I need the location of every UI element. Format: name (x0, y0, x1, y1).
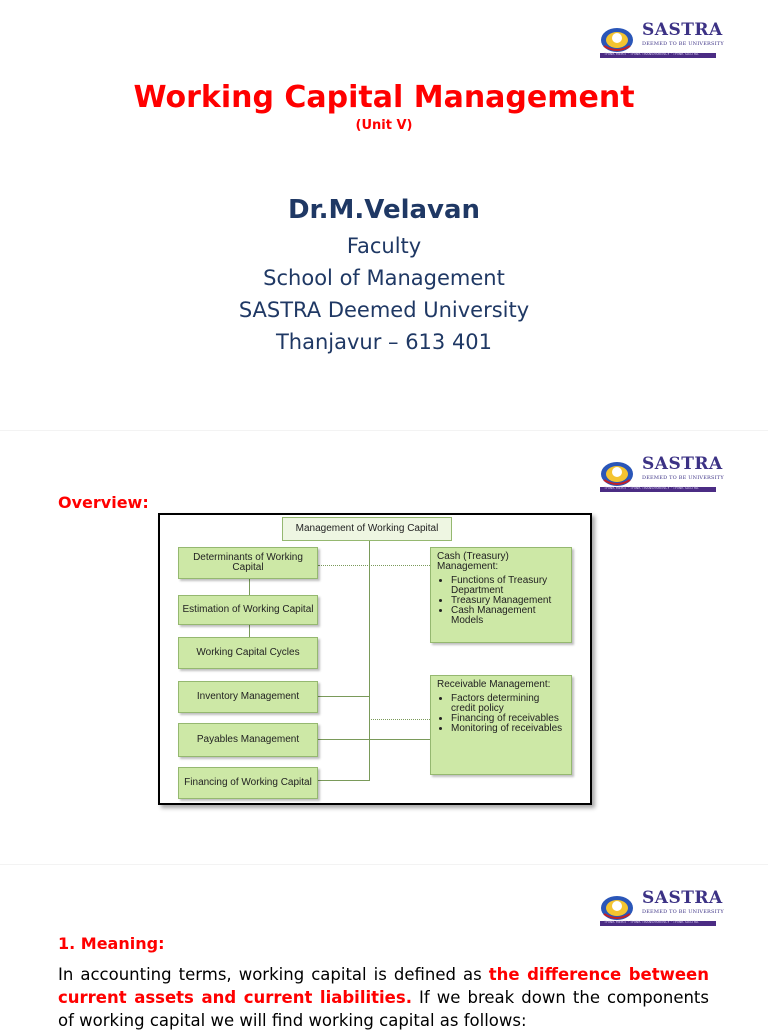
logo-motto: THINK MERIT · THINK TRANSPARENCY · THINK SASTRA (604, 52, 699, 56)
logo-motto: THINK MERIT · THINK TRANSPARENCY · THINK SASTRA (604, 920, 699, 924)
overview-slide (0, 430, 768, 865)
working-capital-diagram (158, 513, 592, 805)
diagram-left-box: Financing of Working Capital (178, 767, 318, 799)
list-item: • Financing of receivables (451, 714, 565, 724)
list-item: • Monitoring of receivables (451, 724, 565, 734)
meaning-slide (0, 864, 768, 1030)
list-item: • Cash Management Models (451, 606, 565, 626)
diagram-left-box: Determinants of Working Capital (178, 547, 318, 579)
logo-tagline: DEEMED TO BE UNIVERSITY (642, 909, 724, 915)
sastra-emblem-icon (600, 892, 634, 922)
trunk-line (369, 541, 370, 781)
logo-motto: THINK MERIT · THINK TRANSPARENCY · THINK SASTRA (604, 486, 699, 490)
diagram-left-box: Payables Management (178, 723, 318, 757)
cash-management-box (430, 547, 572, 643)
logo-tagline: DEEMED TO BE UNIVERSITY (642, 475, 724, 481)
list-item: • Treasury Management (451, 596, 565, 606)
receivable-management-box (430, 675, 572, 775)
meaning-text: If we break down the components of working capital we will find working capital as follows: (58, 988, 709, 1030)
sastra-emblem-icon (600, 24, 634, 54)
author-name: Dr.M.Velavan (287, 195, 481, 225)
cash-management-title: Cash (Treasury) Management: (437, 551, 509, 572)
overview-heading: Overview: (58, 493, 149, 512)
affiliation-line: Thanjavur – 613 401 (275, 330, 493, 354)
meaning-paragraph (58, 963, 709, 1032)
meaning-highlight: the difference between current assets and current liabilities. (58, 965, 709, 1007)
logo-brand: SASTRA (642, 454, 723, 474)
left-connector (249, 623, 250, 637)
list-item: • Functions of Treasury Department (451, 576, 565, 596)
branch-line (318, 739, 430, 740)
branch-line (318, 696, 369, 697)
left-connector (249, 577, 250, 595)
cash-management-list (437, 576, 565, 626)
receivable-management-title: Receivable Management: (437, 679, 551, 690)
title-slide (0, 0, 768, 430)
diagram-left-box: Working Capital Cycles (178, 637, 318, 669)
logo-tagline: DEEMED TO BE UNIVERSITY (642, 41, 724, 47)
sastra-logo (600, 888, 724, 928)
dotted-link (369, 719, 430, 720)
sastra-emblem-icon (600, 458, 634, 488)
affiliation-line: Faculty (346, 234, 422, 258)
meaning-text: In accounting terms, working capital is defined as (58, 965, 489, 984)
logo-brand: SASTRA (642, 20, 723, 40)
receivable-management-list (437, 694, 565, 734)
affiliation-line: School of Management (263, 266, 505, 290)
meaning-heading: 1. Meaning: (58, 934, 165, 953)
slide-subtitle: (Unit V) (355, 118, 413, 133)
list-item: • Factors determining credit policy (451, 694, 565, 714)
logo-brand: SASTRA (642, 888, 723, 908)
sastra-logo (600, 454, 724, 494)
sastra-logo (600, 20, 724, 60)
affiliation-line: SASTRA Deemed University (238, 298, 530, 322)
diagram-top-box: Management of Working Capital (282, 517, 452, 541)
diagram-left-box: Estimation of Working Capital (178, 595, 318, 625)
slide-title: Working Capital Management (133, 80, 635, 115)
branch-line (318, 780, 369, 781)
dotted-link (318, 565, 430, 566)
diagram-left-box: Inventory Management (178, 681, 318, 713)
